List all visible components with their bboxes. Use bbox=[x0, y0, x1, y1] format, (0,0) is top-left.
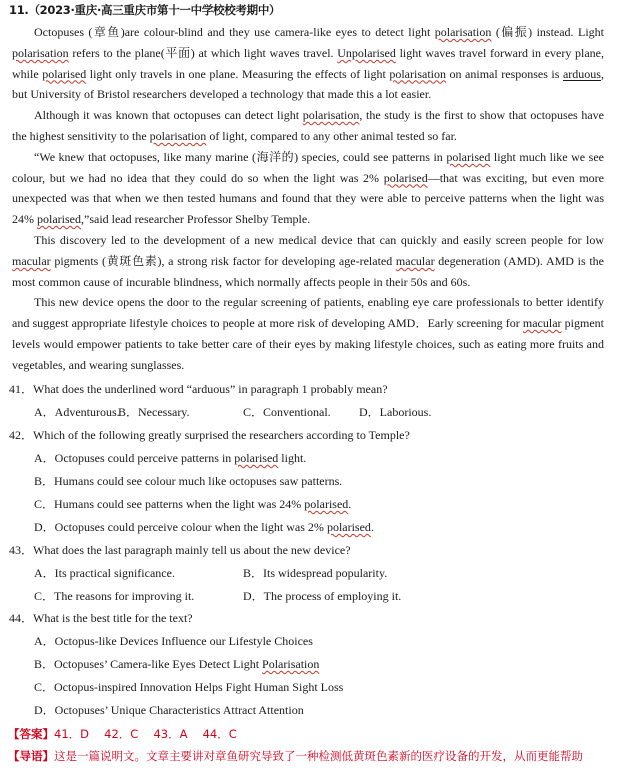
question-44-stem: 44．What is the best title for the text? bbox=[9, 611, 193, 625]
question-43-option-c[interactable]: C．The reasons for improving it. bbox=[34, 589, 195, 603]
marked-term: polarised bbox=[42, 66, 87, 81]
marked-term: Polarisation bbox=[262, 657, 320, 671]
question-43-option-a[interactable]: A．Its practical significance. bbox=[34, 566, 175, 580]
marked-term: polarised bbox=[326, 520, 371, 534]
text-run: —that was exciting, but even more unexpected was that when we then tested humans and found that they were able to perceive patterns when the light was 24% bbox=[12, 170, 604, 227]
reading-passage bbox=[12, 22, 604, 376]
marked-term: polarisation bbox=[12, 45, 69, 60]
text-run: degeneration (AMD). AMD is the most common cause of incurable blindness, which normally affects people in their 50s and 60s. bbox=[12, 253, 604, 289]
question-44-option-b[interactable] bbox=[34, 656, 319, 672]
question-42-option-c[interactable] bbox=[34, 496, 351, 512]
question-44-option-c[interactable]: C．Octopus-inspired Innovation Helps Fight Human Sight Loss bbox=[34, 680, 344, 694]
question-42-option-b[interactable] bbox=[34, 473, 342, 489]
marked-term: polarised bbox=[234, 451, 279, 465]
marked-term: polarised bbox=[37, 212, 81, 227]
text-run: of light, compared to any other animal tested so far. bbox=[206, 128, 457, 143]
underlined-word: arduous bbox=[562, 66, 601, 81]
paragraph-3 bbox=[12, 147, 604, 230]
text-run: B．Octopuses’ Camera-like Eyes Detect Light bbox=[34, 657, 263, 671]
question-43-option-b[interactable]: B．Its widespread popularity. bbox=[243, 566, 388, 580]
text-run: light waves travel forward in every plane, while bbox=[12, 45, 604, 81]
text-run: “We knew that octopuses, like many marine (海洋的) species, could see patterns in bbox=[34, 149, 447, 164]
question-42-option-a[interactable] bbox=[34, 450, 306, 466]
text-run: C．Humans could see patterns when the light was 24% bbox=[34, 497, 305, 511]
guide-text: 这是一篇说明文。文章主要讲对章鱼研究导致了一种检测低黄斑色素新的医疗设备的开发，从而更能帮助 bbox=[54, 749, 583, 763]
text-run: , the study is the first to show that octopuses have the highest sensitivity to the bbox=[12, 108, 605, 143]
paragraph-1 bbox=[12, 22, 604, 105]
question-41-option-a[interactable]: A．Adventurous. bbox=[34, 405, 120, 419]
text-run: light much like we see colour, but we had no idea that they could do so when the light was 2% bbox=[12, 149, 604, 185]
marked-term: polarisation bbox=[149, 128, 207, 143]
marked-term: polarisation bbox=[302, 108, 360, 123]
question-43-stem: 43．What does the last paragraph mainly tell us about the new device? bbox=[9, 543, 351, 557]
guide-note bbox=[8, 748, 614, 764]
text-run: refers to the plane(平面) at which light waves travel. bbox=[68, 45, 338, 60]
marked-term: polarised bbox=[446, 149, 491, 164]
text-run: D．Octopuses could perceive colour when the light was 2% bbox=[34, 520, 327, 534]
text-run: . bbox=[348, 497, 352, 511]
text-run: A．Octopuses could perceive patterns in bbox=[34, 451, 235, 465]
text-run: (偏振) instead. Light bbox=[491, 25, 604, 39]
question-41-option-d[interactable]: D．Laborious. bbox=[359, 405, 432, 419]
marked-term: macular bbox=[12, 253, 51, 268]
text-run: light only travels in one plane. Measuring the effects of light bbox=[86, 66, 390, 81]
marked-term: macular bbox=[395, 253, 435, 268]
question-41-option-b[interactable]: B．Necessary. bbox=[118, 405, 190, 419]
text-run: pigment levels would empower patients to take better care of their eyes by making lifestyle choices, such as eating more fruits and vegetables, and wearing sunglasses. bbox=[12, 316, 604, 372]
question-44-option-a[interactable]: A．Octopus-like Devices Influence our Lifestyle Choices bbox=[34, 634, 313, 648]
text-run: light. bbox=[278, 451, 307, 465]
marked-term: Unpolarised bbox=[337, 45, 396, 60]
question-source-heading: 11.（2023·重庆·高三重庆市第十一中学校校考期中） bbox=[9, 3, 281, 17]
text-run: B．Humans could see colour much like octopuses saw patterns. bbox=[34, 474, 343, 488]
text-run: This new device opens the door to the regular screening of patients, enabling eye care professionals to better identify and suggest appropriate lifestyle choices to people at more risk of developing AMD．Early screening for bbox=[12, 295, 604, 331]
paragraph-2 bbox=[12, 105, 604, 147]
question-41-option-c[interactable]: C．Conventional. bbox=[243, 405, 331, 419]
question-43-option-d[interactable]: D．The process of employing it. bbox=[243, 589, 402, 603]
text-run: This discovery led to the development of a new medical device that can quickly and easily screen people for low bbox=[34, 232, 604, 247]
text-run: pigments (黄斑色素), a strong risk factor for developing age-related bbox=[50, 253, 396, 268]
marked-term: macular bbox=[522, 316, 562, 331]
text-run: . bbox=[370, 520, 374, 534]
question-41-stem: 41．What does the underlined word “arduous” in paragraph 1 probably mean? bbox=[9, 382, 388, 396]
question-42-option-d[interactable] bbox=[34, 519, 374, 535]
answer-label: 【答案】 bbox=[8, 727, 54, 741]
guide-label: 【导语】 bbox=[8, 749, 54, 763]
answer-text: 41．D 42．C 43．A 44．C bbox=[54, 727, 237, 741]
paragraph-4 bbox=[12, 230, 604, 292]
text-run: Although it was known that octopuses can detect light bbox=[34, 108, 303, 123]
question-44-option-d[interactable]: D．Octopuses’ Unique Characteristics Attract Attention bbox=[34, 703, 304, 717]
question-42-stem: 42．Which of the following greatly surprised the researchers according to Temple? bbox=[9, 428, 410, 442]
text-run: , but University of Bristol researchers developed a technology that made this a lot easier. bbox=[12, 66, 604, 102]
marked-term: polarised bbox=[304, 497, 349, 511]
marked-term: polarisation bbox=[434, 25, 492, 39]
paragraph-5 bbox=[12, 292, 604, 375]
text-run: on animal responses is bbox=[445, 66, 563, 81]
answer-key bbox=[8, 726, 237, 742]
marked-term: polarisation bbox=[389, 66, 446, 81]
marked-term: polarised bbox=[383, 170, 428, 185]
text-run: ,”said lead researcher Professor Shelby Temple. bbox=[81, 212, 311, 227]
text-run: Octopuses (章鱼)are colour-blind and they use camera-like eyes to detect light bbox=[34, 25, 435, 39]
